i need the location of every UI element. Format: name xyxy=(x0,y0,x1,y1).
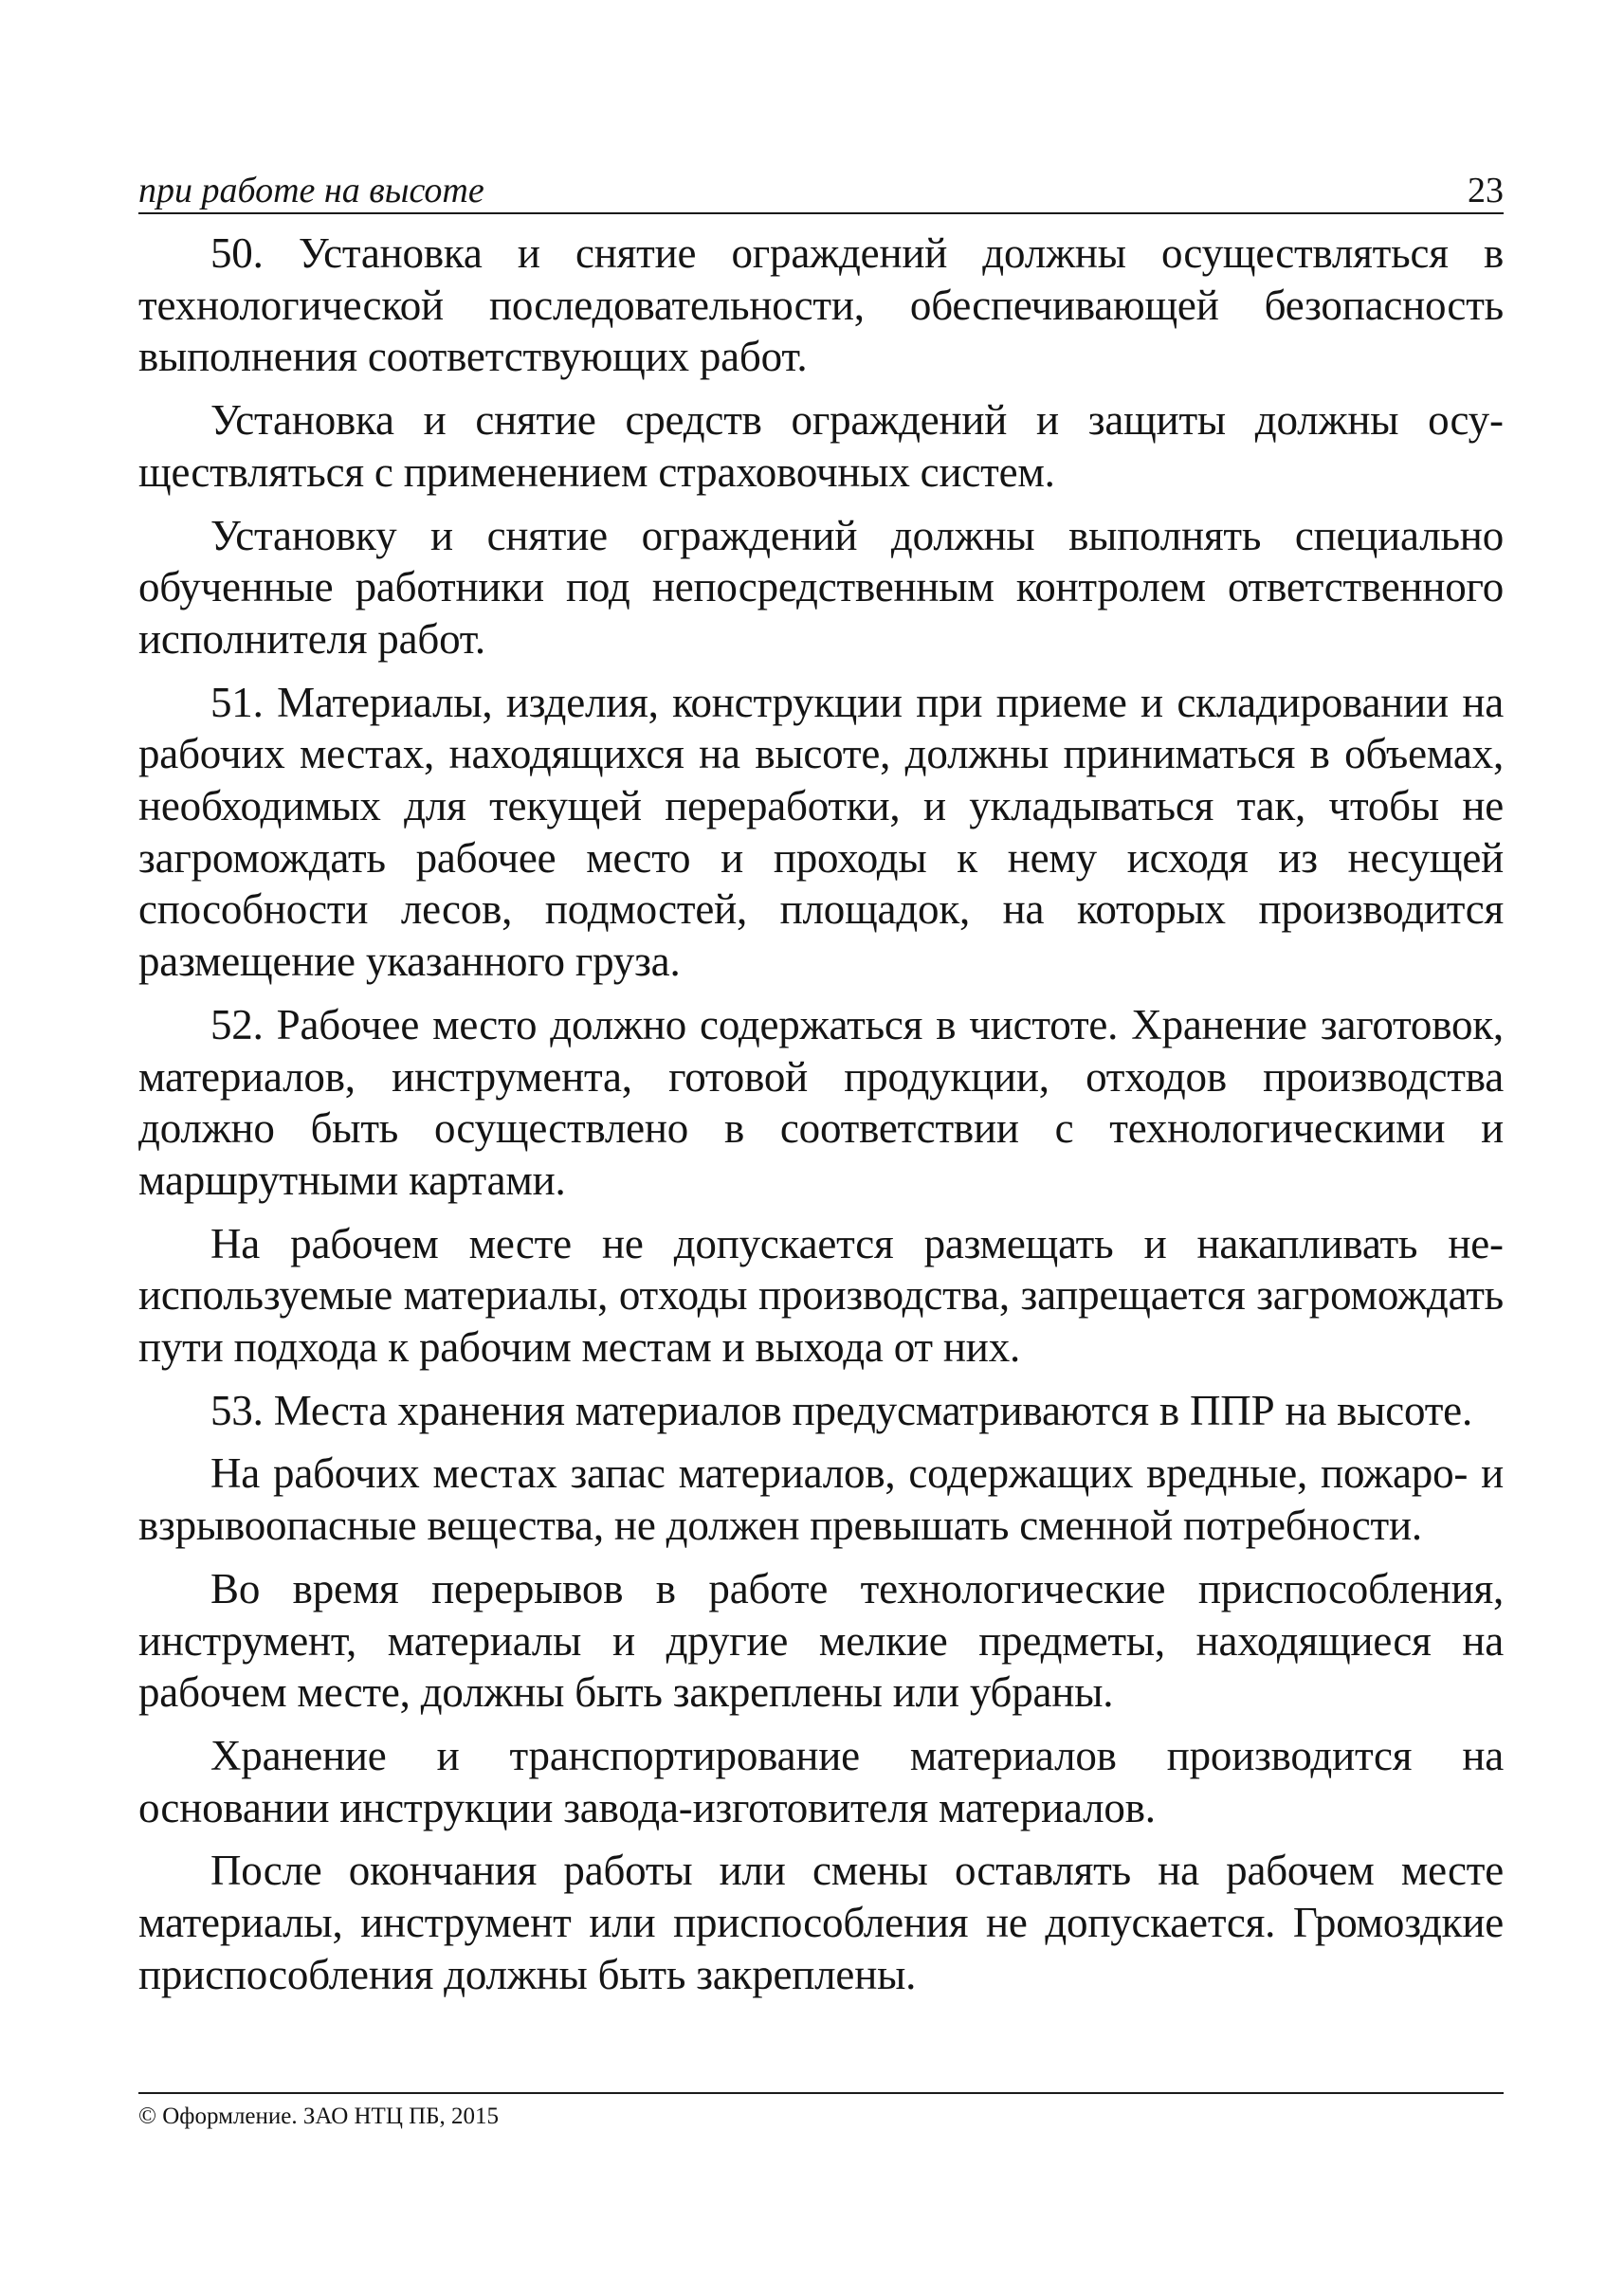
paragraph-50: 50. Установка и снятие ограждений должны осуществляться в технологической последовательности, обеспечивающей безопасность выполнения соответствующих работ. xyxy=(138,229,1504,381)
body-text xyxy=(138,228,1504,2001)
paragraph-52-clutter: На рабочем месте не допускается размещать и накапливать неиспользуемые материалы, отходы производства, запрещается загромождать пути подхода к рабочим местам и выхода от них. xyxy=(138,1219,1504,1372)
paragraph-50-trained-workers: Установку и снятие ограждений должны выполнять специально обученные работники под непосредственным контролем ответственного исполнителя работ. xyxy=(138,511,1504,663)
paragraph-50-safety-systems: Установка и снятие средств ограждений и защиты должны осуществляться с применением страховочных систем. xyxy=(138,396,1504,496)
page-number: 23 xyxy=(1468,171,1504,210)
paragraph-52: 52. Рабочее место должно содержаться в чистоте. Хранение заготовок, материалов, инструмента, готовой продукции, отходов производства должно быть осуществлено в соответствии с технологическими и маршрутными картами. xyxy=(138,1000,1504,1204)
copyright-notice: © Оформление. ЗАО НТЦ ПБ, 2015 xyxy=(138,2104,500,2129)
paragraph-53-end-of-shift: После окончания работы или смены оставлять на рабочем месте материалы, инструмент или приспособления не допускается. Громоздкие приспособления должны быть закреплены. xyxy=(138,1847,1504,1998)
running-title: при работе на высоте xyxy=(138,171,484,210)
paragraph-53-breaks: Во время перерывов в работе технологические приспособления, инструмент, материалы и другие мелкие предметы, находящиеся на рабочем месте, должны быть закреплены или убраны. xyxy=(138,1564,1504,1717)
paragraph-53-storage: Хранение и транспортирование материалов производится на основании инструкции завода-изготовителя материалов. xyxy=(138,1731,1504,1831)
paragraph-53: 53. Места хранения материалов предусматриваются в ППР на высоте. xyxy=(210,1386,1473,1434)
paragraph-51: 51. Материалы, изделия, конструкции при приеме и складировании на рабочих местах, находящихся на высоте, должны приниматься в объемах, необходимых для текущей переработки, и укладываться так, чтобы не загромождать рабочее место и проходы к нему исходя из несущей способности лесов, подмостей, площадок, на которых производится размещение указанного груза. xyxy=(138,678,1504,986)
paragraph-53-hazardous-stock: На рабочих местах запас материалов, содержащих вредные, пожаро- и взрывоопасные вещества, не должен превышать сменной потребности. xyxy=(138,1449,1504,1550)
page-header xyxy=(138,163,1504,214)
page-footer xyxy=(138,2092,1504,2130)
